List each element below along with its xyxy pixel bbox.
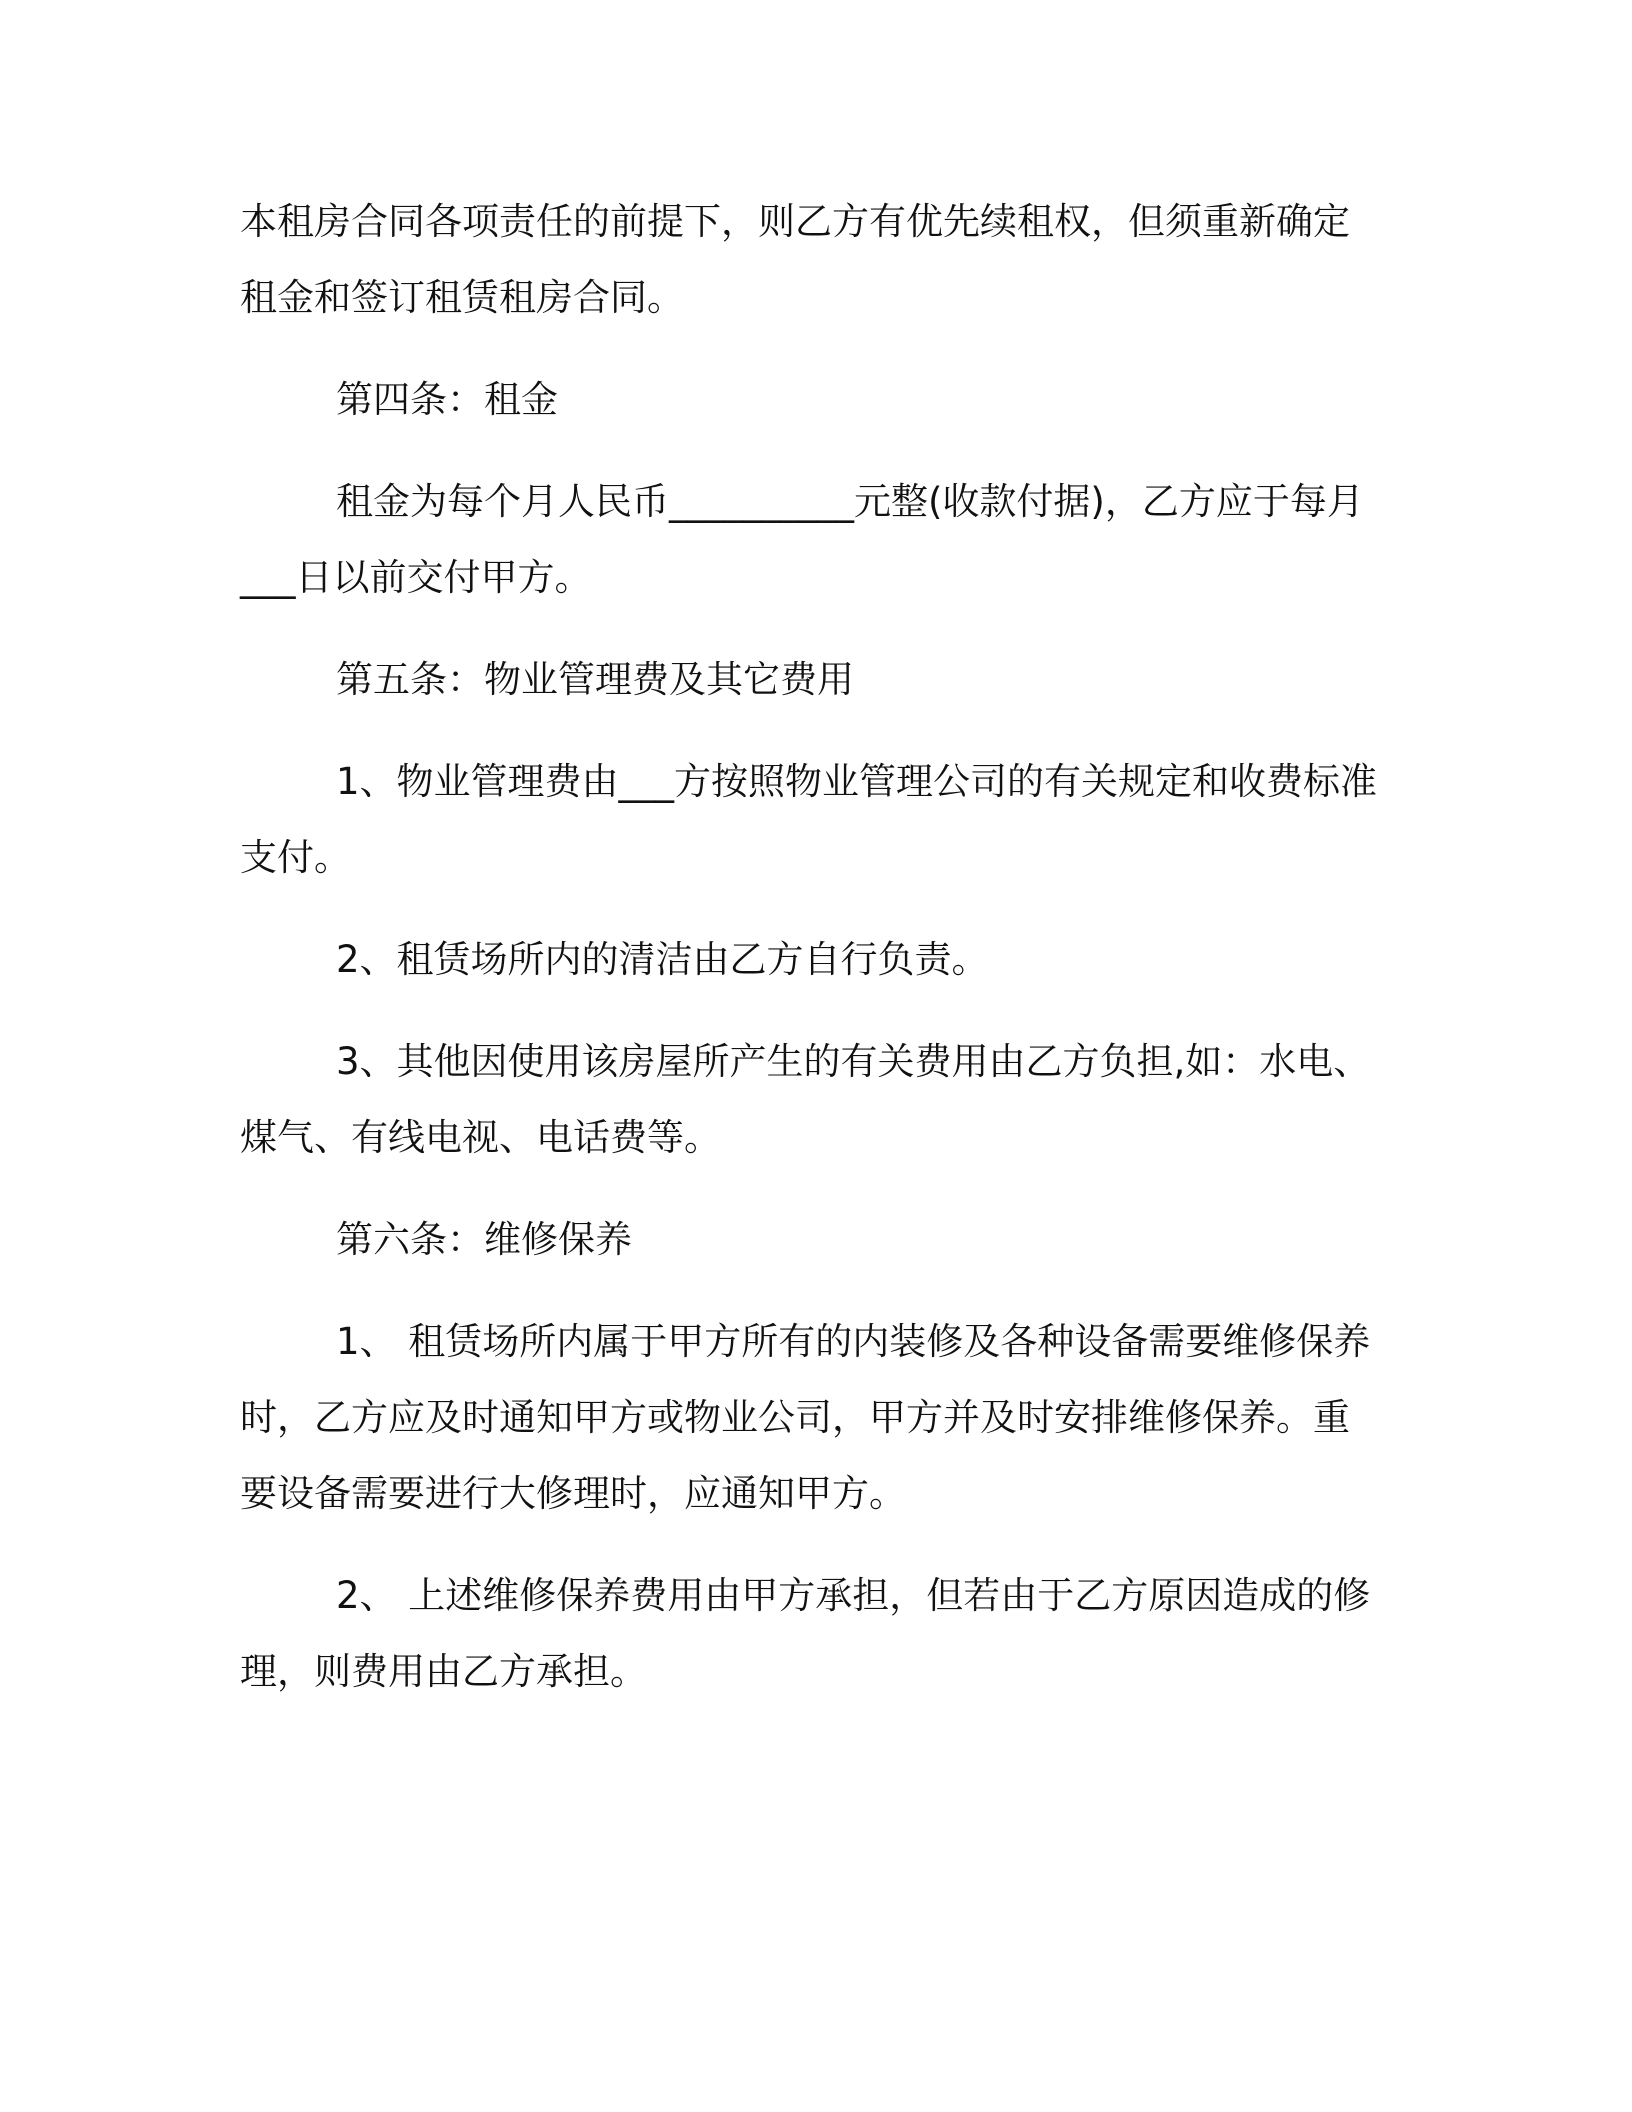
text-line: 本租房合同各项责任的前提下，则乙方有优先续租权，但须重新确定 [240, 200, 1350, 243]
text-line: 2、租赁场所内的清洁由乙方自行负责。 [336, 938, 989, 981]
text-line: 要设备需要进行大修理时，应通知甲方。 [240, 1472, 906, 1515]
document-body [240, 184, 1400, 1736]
text-line: 时，乙方应及时通知甲方或物业公司，甲方并及时安排维修保养。重 [240, 1396, 1350, 1439]
article-4-title [240, 362, 1400, 438]
text-line: ___日以前交付甲方。 [240, 556, 592, 599]
text-line: 2、 上述维修保养费用由甲方承担，但若由于乙方原因造成的修 [336, 1574, 1371, 1617]
text-line: 煤气、有线电视、电话费等。 [240, 1116, 721, 1159]
article-5-title [240, 642, 1400, 718]
article-6-item-1 [240, 1304, 1400, 1532]
article-5-item-2 [240, 922, 1400, 998]
heading-text: 第五条：物业管理费及其它费用 [336, 658, 854, 701]
text-line: 3、其他因使用该房屋所产生的有关费用由乙方负担,如：水电、 [336, 1040, 1371, 1083]
text-line: 理，则费用由乙方承担。 [240, 1650, 647, 1693]
article-6-title [240, 1202, 1400, 1278]
article-5-item-1 [240, 744, 1400, 896]
text-line: 1、物业管理费由___方按照物业管理公司的有关规定和收费标准 [336, 760, 1378, 803]
article-6-item-2 [240, 1558, 1400, 1710]
text-line: 1、 租赁场所内属于甲方所有的内装修及各种设备需要维修保养 [336, 1320, 1371, 1363]
heading-text: 第六条：维修保养 [336, 1218, 632, 1261]
text-line: 支付。 [240, 836, 351, 879]
article-4-body [240, 464, 1400, 616]
paragraph-continuation [240, 184, 1400, 336]
heading-text: 第四条：租金 [336, 378, 558, 421]
text-line: 租金和签订租赁租房合同。 [240, 276, 684, 319]
text-line: 租金为每个月人民币__________元整(收款付据)，乙方应于每月 [336, 480, 1364, 523]
article-5-item-3 [240, 1024, 1400, 1176]
